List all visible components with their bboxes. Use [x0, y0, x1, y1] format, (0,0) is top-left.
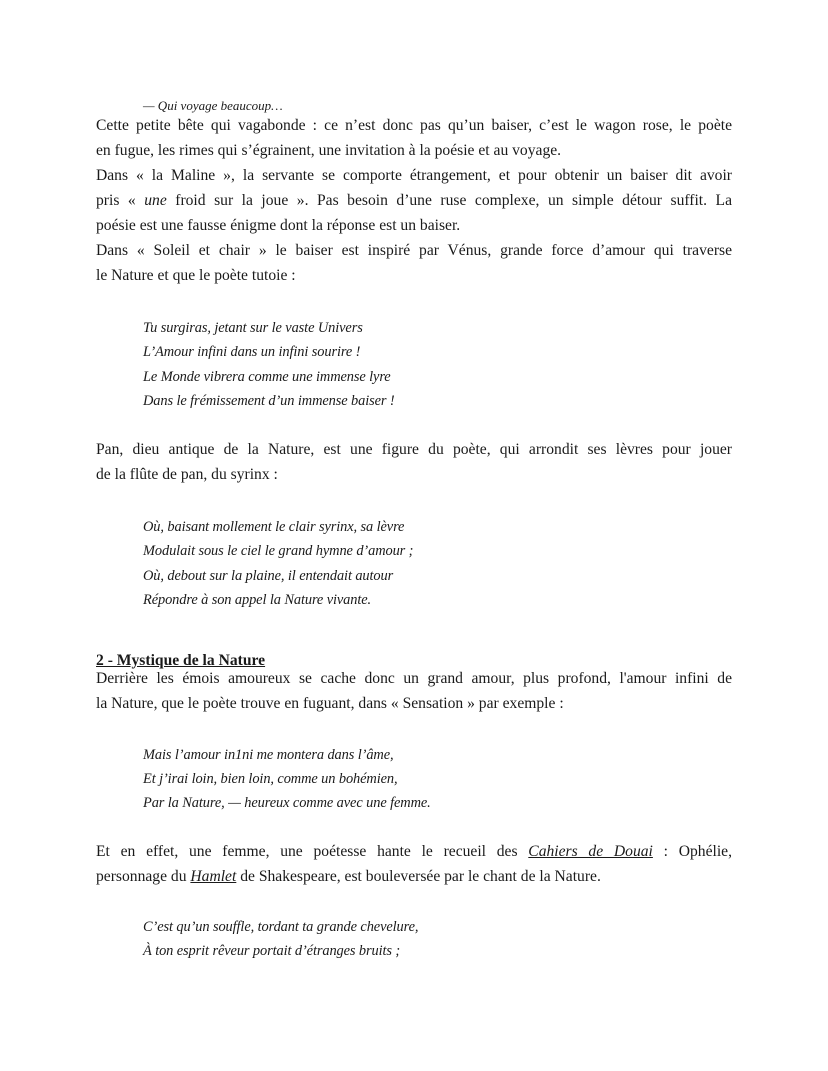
paragraph-2-line-3: poésie est une fausse énigme dont la réponse est un baiser.: [96, 217, 461, 234]
paragraph-6-line-2: [96, 867, 732, 887]
paragraph-5-line-1: Derrière les émois amoureux se cache donc un grand amour, plus profond, l'amour infini de: [96, 670, 732, 687]
verse-2-line: Où, debout sur la plaine, il entendait autour: [143, 568, 394, 584]
emphasis-une: une: [144, 192, 167, 209]
text: pris «: [96, 192, 145, 209]
paragraph-6-line-1: [96, 842, 732, 862]
paragraph-4-line-2: de la flûte de pan, du syrinx :: [96, 466, 278, 483]
verse-3-line: Par la Nature, — heureux comme avec une femme.: [143, 795, 431, 811]
text: froid sur la joue ». Pas besoin d’une ruse complexe, un simple détour suffit. La: [166, 192, 732, 209]
verse-1-line: Le Monde vibrera comme une immense lyre: [143, 369, 391, 385]
verse-1-line: Tu surgiras, jetant sur le vaste Univers: [143, 320, 363, 336]
text: : Ophélie,: [652, 843, 732, 860]
title-cahiers-de-douai: Cahiers de Douai: [528, 843, 653, 860]
section-heading: 2 - Mystique de la Nature: [96, 652, 266, 669]
text: Et en effet, une femme, une poétesse hante le recueil des: [96, 843, 529, 860]
epigraph: — Qui voyage beaucoup…: [143, 98, 283, 113]
paragraph-3-line-1: Dans « Soleil et chair » le baiser est inspiré par Vénus, grande force d’amour qui traverse: [96, 242, 732, 259]
verse-3-line: Mais l’amour in1ni me montera dans l’âme,: [143, 747, 394, 763]
paragraph-2-line-1: Dans « la Maline », la servante se comporte étrangement, et pour obtenir un baiser dit avoir: [96, 167, 732, 184]
paragraph-1-line-1: Cette petite bête qui vagabonde : ce n’est donc pas qu’un baiser, c’est le wagon rose, le poète: [96, 117, 732, 134]
paragraph-5-line-2: la Nature, que le poète trouve en fuguant, dans « Sensation » par exemple :: [96, 695, 564, 712]
paragraph-4-line-1: Pan, dieu antique de la Nature, est une figure du poète, qui arrondit ses lèvres pour jouer: [96, 441, 732, 458]
verse-1-line: Dans le frémissement d’un immense baiser !: [143, 393, 395, 409]
verse-1-line: L’Amour infini dans un infini sourire !: [143, 344, 361, 360]
text: de Shakespeare, est bouleversée par le chant de la Nature.: [236, 868, 601, 885]
text: personnage du: [96, 868, 191, 885]
title-hamlet: Hamlet: [190, 868, 237, 885]
verse-2-line: Où, baisant mollement le clair syrinx, sa lèvre: [143, 519, 405, 535]
paragraph-3-line-2: le Nature et que le poète tutoie :: [96, 267, 296, 284]
paragraph-1-line-2: en fugue, les rimes qui s’égrainent, une invitation à la poésie et au voyage.: [96, 142, 562, 159]
verse-4-line: À ton esprit rêveur portait d’étranges bruits ;: [143, 943, 401, 959]
verse-2-line: Répondre à son appel la Nature vivante.: [143, 592, 372, 608]
verse-3-line: Et j’irai loin, bien loin, comme un bohémien,: [143, 771, 398, 787]
verse-2-line: Modulait sous le ciel le grand hymne d’amour ;: [143, 543, 414, 559]
paragraph-2-line-2: [96, 191, 732, 211]
verse-4-line: C’est qu’un souffle, tordant ta grande chevelure,: [143, 919, 419, 935]
